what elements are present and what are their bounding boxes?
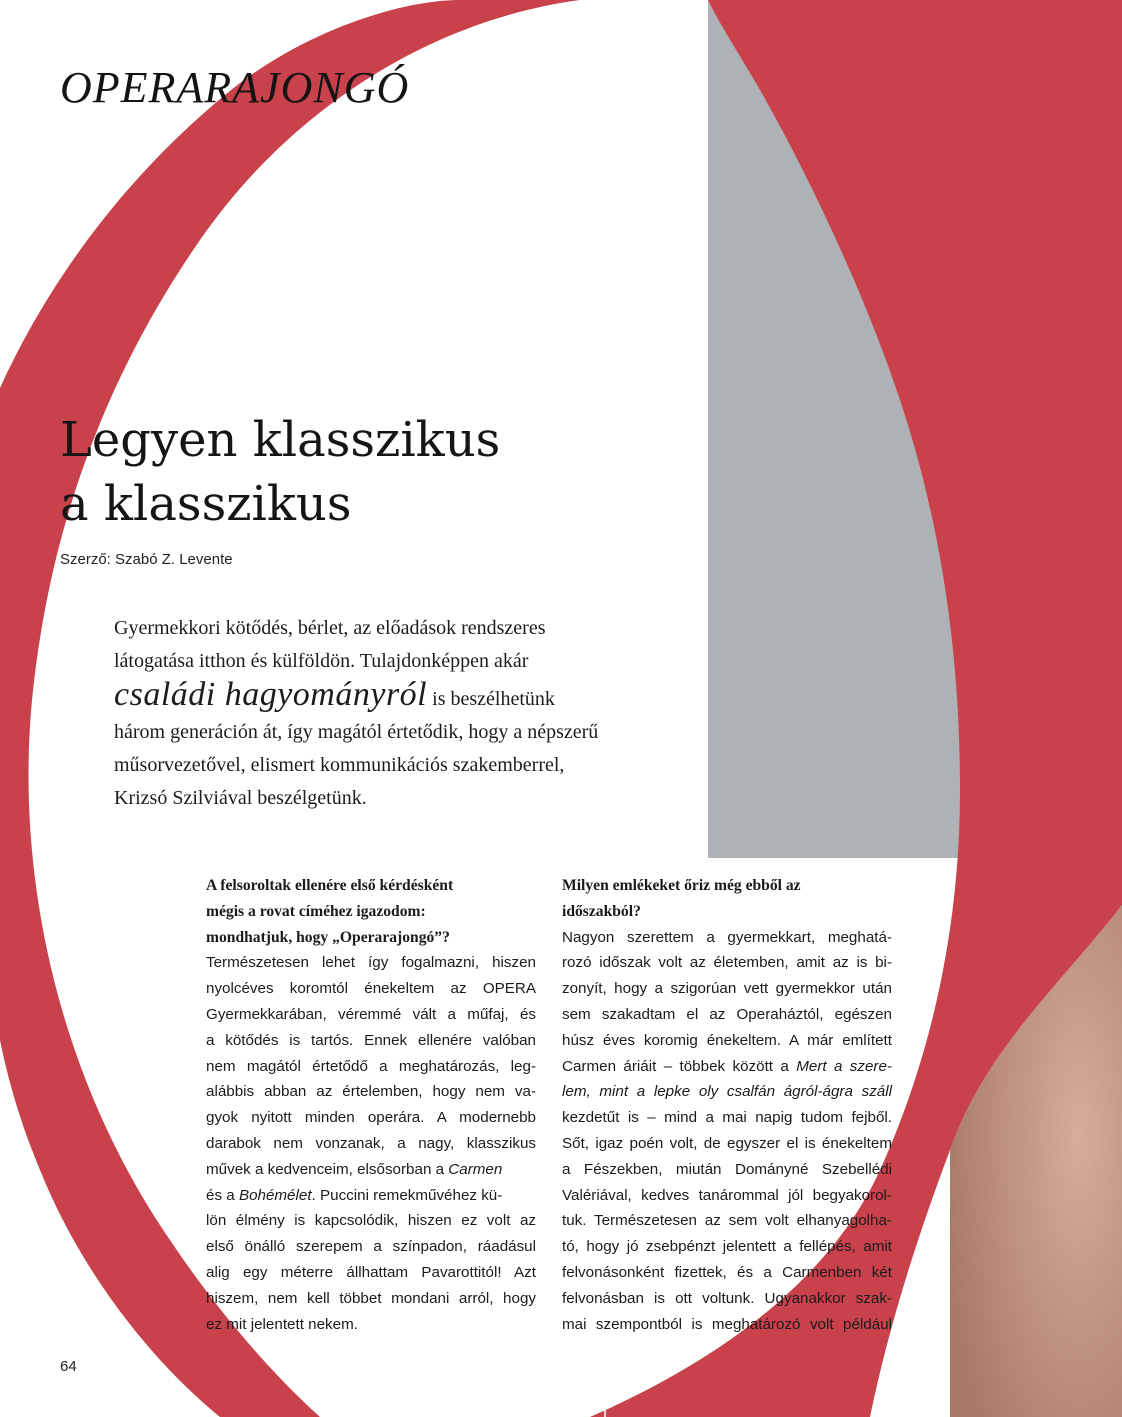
interview-question: mégis a rovat címéhez igazodom: <box>206 902 426 920</box>
headline-line-1: Legyen klasszikus <box>60 412 501 468</box>
body-text: Carmen áriáit – többek között a <box>562 1057 797 1075</box>
body-line: Valériával, kedves tanárommal jól begyakorol- <box>562 1186 892 1204</box>
body-line: Nagyon szerettem a gyermekkart, meghatá- <box>562 928 892 946</box>
lead-line-rest: is beszélhetünk <box>427 688 555 710</box>
body-line: alig egy méterre állhattam Pavarottitól! Azt <box>206 1263 536 1281</box>
interview-question: mondhatjuk, hogy „Operarajongó”? <box>206 928 450 946</box>
section-title: OPERARAJONGÓ <box>60 63 410 112</box>
body-line: Sőt, igaz poén volt, de egyszer el is énekeltem <box>562 1134 892 1152</box>
body-line: felvonásonként fizettek, és a Carmenben két <box>562 1263 892 1281</box>
aria-title: Mert a szere- <box>796 1057 892 1075</box>
lead-paragraph <box>114 612 714 815</box>
interview-question: időszakból? <box>562 902 641 920</box>
body-line: a Fészekben, miután Dományné Szebellédi <box>562 1160 892 1178</box>
body-line: sem szakadtam el az Operaháztól, egészen <box>562 1005 892 1023</box>
lead-line: látogatása itthon és külföldön. Tulajdonképpen akár <box>114 650 529 672</box>
body-text: . Puccini remekművéhez kü- <box>311 1186 503 1204</box>
lead-line-emphasis <box>114 678 714 716</box>
opera-title-carmen: Carmen <box>448 1160 503 1178</box>
body-line: Természetesen lehet így fogalmazni, hiszen <box>206 954 536 972</box>
body-line: nyolcéves koromtól énekeltem az OPERA <box>206 980 536 998</box>
body-text: művek a kedvenceim, elsősorban a <box>206 1160 449 1178</box>
body-line: nem magától értetődő a meghatározás, leg- <box>206 1057 536 1075</box>
opera-title-boheme: Bohémélet <box>238 1186 312 1204</box>
body-line: hiszem, nem kell többet mondani arról, hogy <box>206 1289 536 1307</box>
body-line: gyok nyitott minden operára. A modernebb <box>206 1109 536 1127</box>
body-line: tó, hogy jó zsebpénzt jelentett a fellépés, amit <box>562 1238 892 1256</box>
body-line: tuk. Természetesen az sem volt elhanyagolha- <box>562 1212 892 1230</box>
article-column-2 <box>562 873 892 1337</box>
interview-question: Milyen emlékeket őriz még ebből az <box>562 877 801 894</box>
body-line: lön élmény is kapcsolódik, hiszen ez volt az <box>206 1212 536 1230</box>
aria-title: lem, mint a lepke oly csalfán ágról-ágra száll <box>562 1083 892 1101</box>
body-line: darabok nem vonzanak, a nagy, klasszikus <box>206 1134 536 1152</box>
headline <box>60 408 500 536</box>
body-line: rozó időszak volt az életemben, amit az is bi- <box>562 954 892 972</box>
body-line: ez mit jelentett nekem. <box>206 1315 358 1333</box>
page-number: 64 <box>60 1358 77 1375</box>
author-credit: Szerző: Szabó Z. Levente <box>60 551 233 568</box>
lead-line: három generáción át, így magától értetődik, hogy a népszerű <box>114 721 599 743</box>
body-line: alábbis abban az értelemben, hogy nem va- <box>206 1083 536 1101</box>
headline-line-2: a klasszikus <box>60 476 352 532</box>
body-line: első önálló szerepem a színpadon, ráadásul <box>206 1238 536 1256</box>
interview-question: A felsoroltak ellenére első kérdésként <box>206 877 454 894</box>
lead-line: Gyermekkori kötődés, bérlet, az előadások rendszeres <box>114 617 546 639</box>
body-line <box>562 1054 892 1080</box>
body-line: Gyermekkarában, véremmé vált a műfaj, és <box>206 1005 536 1023</box>
body-line: a kötődés is tartós. Ennek ellenére valóban <box>206 1031 536 1049</box>
lead-line: műsorvezetővel, elismert kommunikációs szakemberrel, <box>114 754 565 776</box>
article-column-1 <box>206 873 536 1337</box>
lead-line: Krizsó Szilviával beszélgetünk. <box>114 787 367 809</box>
body-line: felvonásban is ott voltunk. Ugyanakkor szak- <box>562 1289 892 1307</box>
body-line <box>206 1183 536 1209</box>
body-text: és a <box>206 1186 239 1204</box>
body-line: mai szempontból is meghatározó volt például <box>562 1315 892 1333</box>
body-line <box>562 1079 892 1105</box>
body-line: húsz éves koromig énekeltem. A már említett <box>562 1031 892 1049</box>
lead-emphasis: családi hagyományról <box>114 676 428 713</box>
body-line: kezdetűt is – mind a mai napig tudom fejből. <box>562 1109 892 1127</box>
body-line: zonyít, hogy a szigorúan vett gyermekkor után <box>562 980 892 998</box>
body-line <box>206 1157 536 1183</box>
